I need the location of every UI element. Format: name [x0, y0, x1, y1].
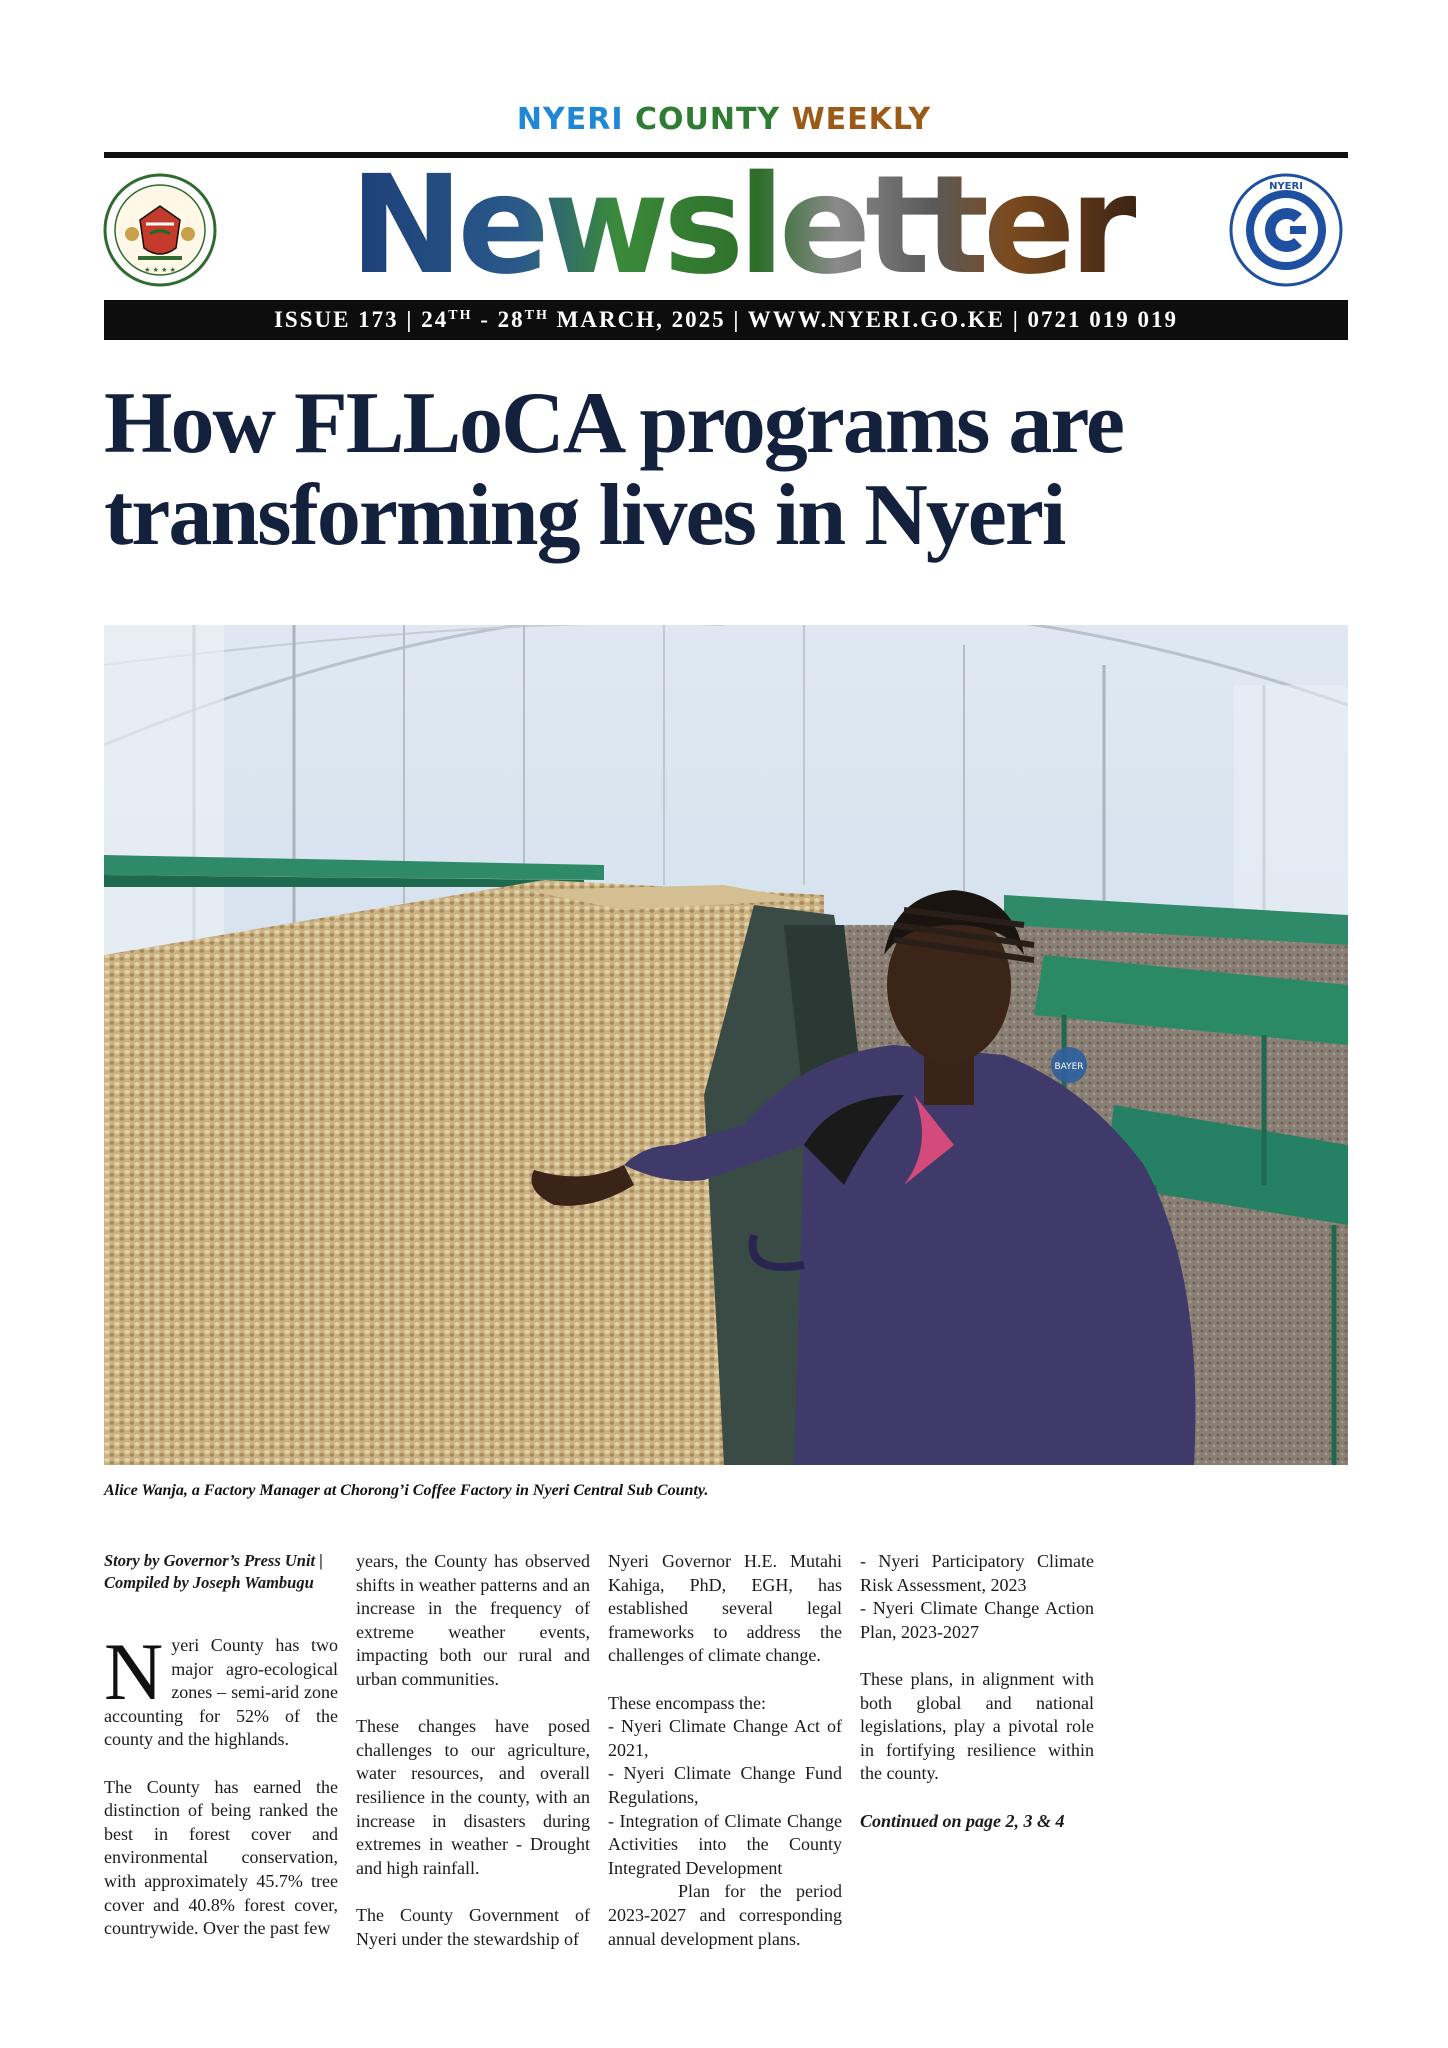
apron-logo-text: BAYER: [1054, 1062, 1084, 1072]
list-item: - Nyeri Climate Change Act of 2021,: [608, 1716, 842, 1760]
kicker-county: COUNTY: [634, 102, 781, 137]
article-paragraph-3: These changes have posed challenges to our agriculture, water resources, and overall resilience in the county, with an increase in disasters during extremes in weather - Drought and high rainfall.: [356, 1716, 590, 1878]
issue-month-website-phone: MARCH, 2025 | WWW.NYERI.GO.KE | 0721 019 019: [548, 307, 1179, 332]
ordinal-suffix-start: TH: [448, 308, 473, 323]
press-seal-top-text: NYERI: [1269, 181, 1303, 192]
list-item: - Integration of Climate Change Activities into the County Integrated Development: [608, 1810, 842, 1878]
list-item: - Nyeri Climate Change Action Plan, 2023-2027: [860, 1598, 1094, 1642]
county-seal-logo: [102, 172, 218, 288]
article-paragraph-4: The County Government of Nyeri under the stewardship of: [356, 1904, 590, 1949]
ordinal-suffix-end: TH: [524, 308, 549, 323]
article-column-3: [608, 1550, 842, 1951]
kicker-nyeri: NYERI: [516, 102, 624, 137]
article-paragraph-1: [104, 1626, 338, 1752]
article-column-4: [860, 1550, 1094, 1833]
continued-note: Continued on page 2, 3 & 4: [860, 1810, 1065, 1831]
kicker-weekly: WEEKLY: [791, 102, 932, 137]
issue-number-date-start: ISSUE 173 | 24: [273, 307, 449, 332]
headline-line-2: transforming lives in Nyeri: [104, 467, 1065, 564]
list-item: - Nyeri Participatory Climate Risk Assessment, 2023: [860, 1551, 1094, 1595]
article-column-1: [104, 1550, 338, 1941]
article-paragraph-5: These encompass the:: [608, 1692, 766, 1713]
article-paragraph-2: The County has earned the distinction of being ranked the best in forest cover and environmental conservation, with approximately 45.7% tree cover and 40.8% forest cover, countrywide. Over the past few: [104, 1776, 338, 1939]
article-paragraph-4: Nyeri Governor H.E. Mutahi Kahiga, PhD, EGH, has established several legal frameworks to address the challenges of climate change.: [608, 1551, 842, 1666]
headline-line-1: How FLLoCA programs are: [104, 375, 1123, 472]
svg-text:★ ★ ★ ★: ★ ★ ★ ★: [144, 266, 176, 274]
publication-kicker: [0, 100, 1448, 140]
article-byline: Story by Governor’s Press Unit | Compiled by Joseph Wambugu: [104, 1551, 323, 1592]
masthead-rule: [104, 152, 1348, 158]
article-headline: [104, 375, 1344, 564]
newsletter-title-text: Newsletter: [349, 160, 1131, 290]
article-paragraph-2: years, the County has observed shifts in weather patterns and an increase in the frequency of extreme weather events, impacting both our rural and urban communities.: [356, 1551, 590, 1689]
press-unit-seal-logo: [1228, 172, 1344, 288]
list-item: - Nyeri Climate Change Fund Regulations,: [608, 1763, 842, 1807]
drop-cap: N: [104, 1626, 164, 1717]
article-paragraph-6: These plans, in alignment with both global and national legislations, play a pivotal role in fortifying resilience within the county.: [860, 1668, 1094, 1784]
paragraph-1-text: yeri County has two major agro-ecological zones – semi-arid zone accounting for 52% of the county and the highlands.: [104, 1635, 338, 1750]
list-item: Plan for the period 2023-2027 and corresponding annual development plans.: [608, 1881, 842, 1949]
issue-info-bar: [104, 300, 1348, 340]
photo-caption: Alice Wanja, a Factory Manager at Chorong’i Coffee Factory in Nyeri Central Sub County.: [104, 1482, 709, 1499]
coffee-drying-greenhouse-photo: [104, 625, 1348, 1465]
newsletter-title: [310, 160, 1170, 290]
article-column-2: [356, 1550, 590, 1951]
issue-date-end: - 28: [472, 307, 525, 332]
